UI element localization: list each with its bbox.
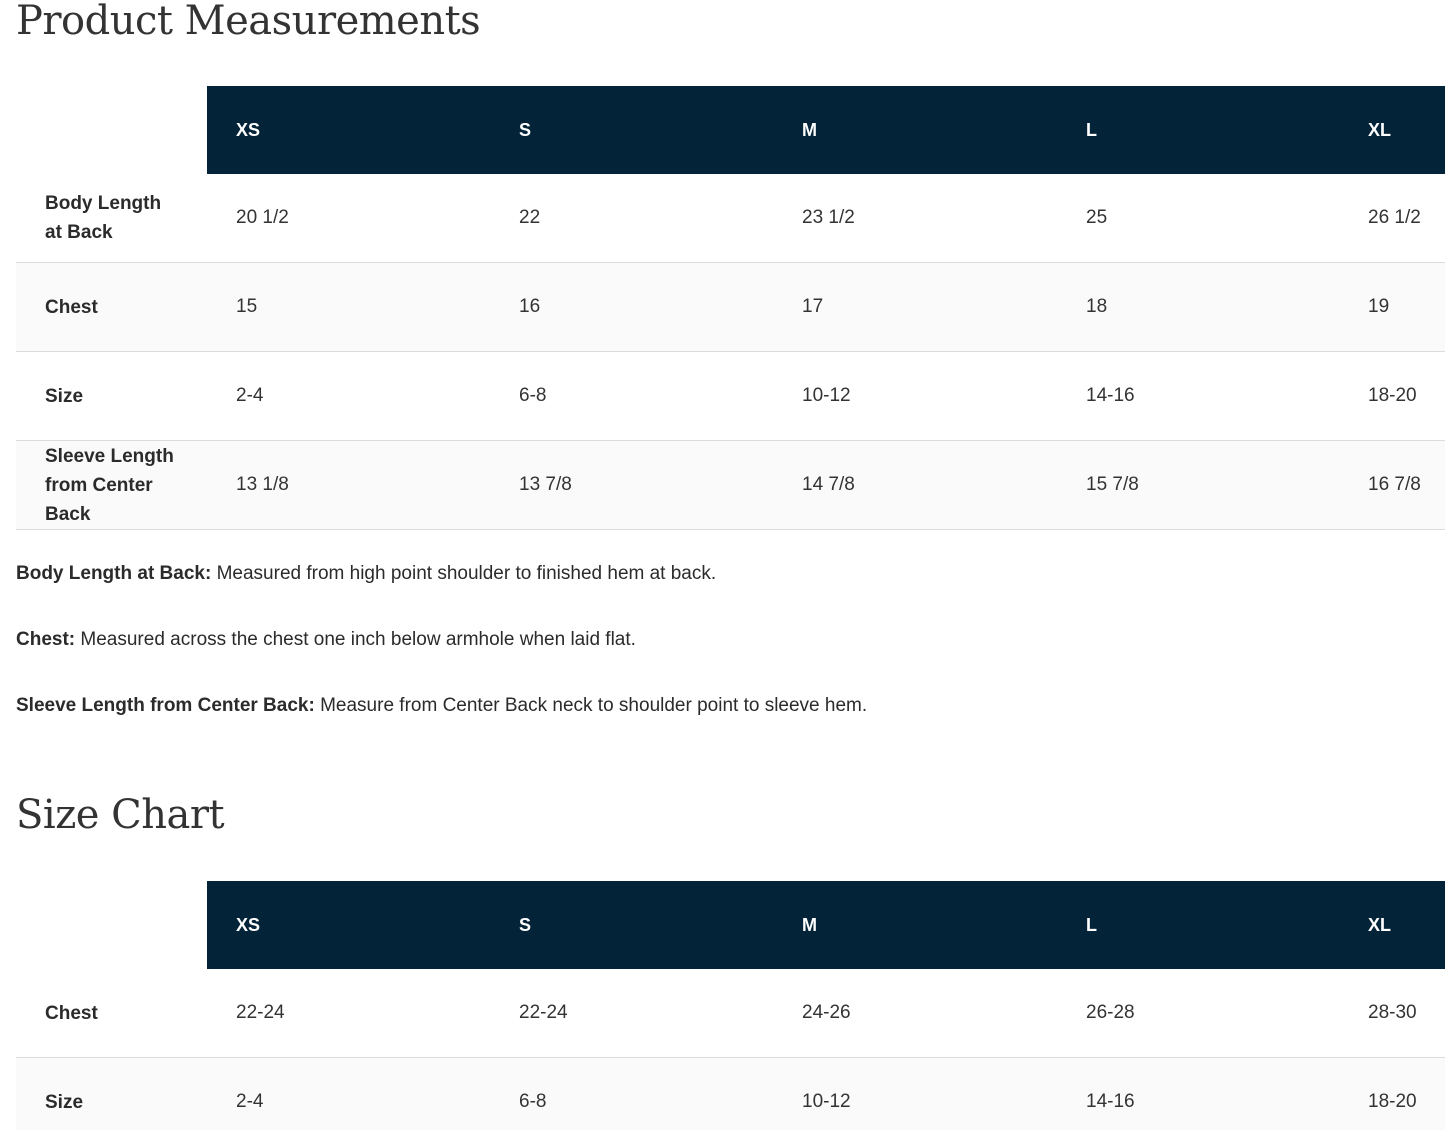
table-header-background	[207, 86, 1445, 174]
column-header-xl: XL	[1368, 914, 1392, 935]
measurements-table	[16, 86, 1445, 530]
table-cell: 18	[1086, 296, 1108, 317]
note-body-length	[16, 560, 1416, 587]
note-sleeve-length	[16, 692, 1416, 719]
note-text: Measured from high point shoulder to finished hem at back.	[211, 563, 717, 584]
table-cell: 2-4	[236, 1091, 264, 1112]
table-row	[16, 1058, 1445, 1130]
size-chart-title: Size Chart	[16, 792, 225, 838]
column-header-xs: XS	[236, 914, 261, 935]
column-header-s: S	[519, 119, 532, 140]
note-chest	[16, 626, 1416, 653]
table-cell: 18-20	[1368, 385, 1417, 406]
table-row	[16, 352, 1445, 441]
column-header-s: S	[519, 914, 532, 935]
table-cell: 26-28	[1086, 1002, 1135, 1023]
table-cell: 19	[1368, 296, 1390, 317]
table-cell: 13 1/8	[236, 474, 289, 495]
size-chart-table	[16, 881, 1445, 1130]
table-cell: 16 7/8	[1368, 474, 1421, 495]
column-header-m: M	[802, 119, 817, 140]
table-cell: 14 7/8	[802, 474, 855, 495]
table-row	[16, 969, 1445, 1058]
column-header-m: M	[802, 914, 817, 935]
table-cell: 2-4	[236, 385, 264, 406]
table-cell: 20 1/2	[236, 207, 289, 228]
table-cell: 23 1/2	[802, 207, 855, 228]
table-cell: 22	[519, 207, 541, 228]
table-cell: 16	[519, 296, 541, 317]
row-label: Chest	[45, 296, 98, 318]
table-row	[16, 174, 1445, 263]
table-cell: 6-8	[519, 385, 547, 406]
column-header-xl: XL	[1368, 119, 1392, 140]
table-cell: 14-16	[1086, 1091, 1135, 1112]
row-label: Body Length at Back	[45, 193, 162, 243]
table-cell: 24-26	[802, 1002, 851, 1023]
table-header-row	[16, 86, 1445, 174]
table-cell: 22-24	[236, 1002, 285, 1023]
table-header-row	[16, 881, 1445, 969]
note-text: Measured across the chest one inch below armhole when laid flat.	[75, 629, 636, 650]
note-term: Chest:	[16, 629, 76, 650]
row-label: Sleeve Length from Center Back	[45, 445, 174, 525]
table-cell: 10-12	[802, 1091, 851, 1112]
table-header-background	[207, 881, 1445, 969]
row-label: Chest	[45, 1002, 98, 1024]
column-header-l: L	[1086, 914, 1097, 935]
row-label: Size	[45, 385, 84, 407]
table-cell: 15	[236, 296, 258, 317]
table-cell: 6-8	[519, 1091, 547, 1112]
note-term: Sleeve Length from Center Back:	[16, 695, 315, 716]
table-cell: 18-20	[1368, 1091, 1417, 1112]
table-row	[16, 441, 1445, 530]
table-cell: 28-30	[1368, 1002, 1417, 1023]
table-cell: 26 1/2	[1368, 207, 1421, 228]
table-row	[16, 263, 1445, 352]
note-term: Body Length at Back:	[16, 563, 212, 584]
table-cell: 13 7/8	[519, 474, 572, 495]
column-header-xs: XS	[236, 119, 261, 140]
row-label: Size	[45, 1091, 84, 1113]
table-cell: 15 7/8	[1086, 474, 1139, 495]
table-cell: 25	[1086, 207, 1108, 228]
measurement-notes	[16, 560, 1416, 758]
note-text: Measure from Center Back neck to shoulder point to sleeve hem.	[314, 695, 868, 716]
table-cell: 22-24	[519, 1002, 568, 1023]
table-cell: 17	[802, 296, 824, 317]
column-header-l: L	[1086, 119, 1097, 140]
table-cell: 14-16	[1086, 385, 1135, 406]
measurements-title: Product Measurements	[16, 0, 481, 44]
table-cell: 10-12	[802, 385, 851, 406]
